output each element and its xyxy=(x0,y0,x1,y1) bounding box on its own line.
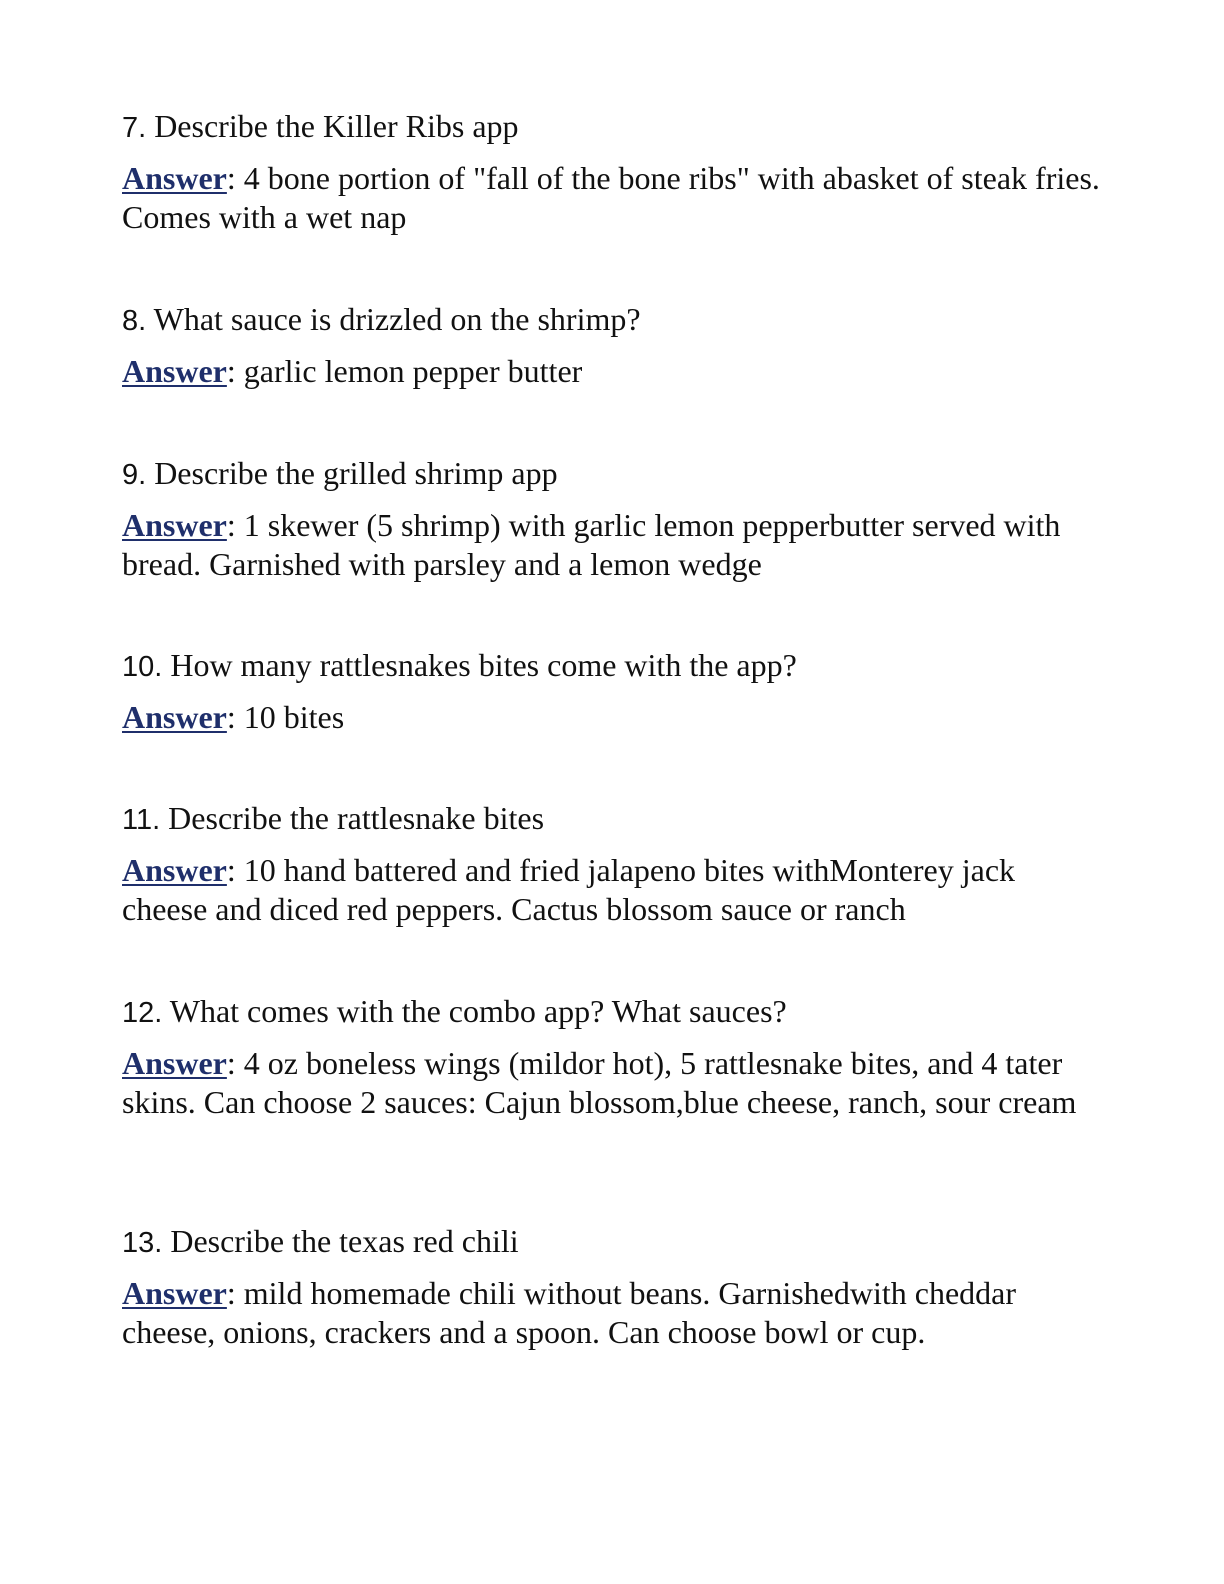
qa-item-9 xyxy=(122,453,1102,584)
question xyxy=(122,1221,1102,1263)
qa-item-10 xyxy=(122,645,1102,737)
question xyxy=(122,991,1102,1033)
answer-text: : 10 hand battered and fried jalapeno bites withMonterey jack cheese and diced red peppers. Cactus blossom sauce or ranch xyxy=(122,852,1016,927)
question xyxy=(122,106,1102,148)
answer xyxy=(122,159,1102,237)
question-text: Describe the rattlesnake bites xyxy=(168,800,545,836)
question xyxy=(122,299,1102,341)
answer xyxy=(122,506,1102,584)
question-number: 10. xyxy=(122,651,163,683)
question-number: 7. xyxy=(122,112,147,144)
qa-item-12 xyxy=(122,991,1102,1122)
question-text: What sauce is drizzled on the shrimp? xyxy=(153,301,641,337)
answer-label: Answer xyxy=(122,699,227,735)
question-number: 12. xyxy=(122,997,163,1029)
answer-text: : garlic lemon pepper butter xyxy=(226,353,583,389)
question xyxy=(122,453,1102,495)
question-number: 9. xyxy=(122,459,147,491)
answer-label: Answer xyxy=(122,852,227,888)
answer xyxy=(122,698,1102,737)
qa-item-8 xyxy=(122,299,1102,391)
qa-item-13 xyxy=(122,1221,1102,1352)
question-number: 8. xyxy=(122,305,147,337)
question-text: What comes with the combo app? What sauces? xyxy=(169,993,787,1029)
answer-text: : 1 skewer (5 shrimp) with garlic lemon pepperbutter served with bread. Garnished with parsley and a lemon wedge xyxy=(122,507,1061,582)
question-text: Describe the grilled shrimp app xyxy=(154,455,558,491)
answer-label: Answer xyxy=(122,1045,227,1081)
answer xyxy=(122,1274,1102,1352)
answer-text: : 4 oz boneless wings (mildor hot), 5 rattlesnake bites, and 4 tater skins. Can choose 2 sauces: Cajun blossom,blue cheese, ranch, sour cream xyxy=(122,1045,1077,1120)
question xyxy=(122,798,1102,840)
qa-item-11 xyxy=(122,798,1102,929)
question-number: 13. xyxy=(122,1227,163,1259)
question xyxy=(122,645,1102,687)
question-text: Describe the Killer Ribs app xyxy=(154,108,519,144)
answer xyxy=(122,352,1102,391)
answer-text: : 4 bone portion of "fall of the bone ribs" with abasket of steak fries. Comes with a wet nap xyxy=(122,160,1100,235)
answer xyxy=(122,1044,1102,1122)
answer-label: Answer xyxy=(122,353,227,389)
answer-text: : mild homemade chili without beans. Garnishedwith cheddar cheese, onions, crackers and a spoon. Can choose bowl or cup. xyxy=(122,1275,1017,1350)
question-text: Describe the texas red chili xyxy=(170,1223,519,1259)
answer-label: Answer xyxy=(122,160,227,196)
answer-text: : 10 bites xyxy=(226,699,345,735)
question-number: 11. xyxy=(122,804,161,836)
answer-label: Answer xyxy=(122,507,227,543)
qa-item-7 xyxy=(122,106,1102,237)
answer-label: Answer xyxy=(122,1275,227,1311)
question-text: How many rattlesnakes bites come with the app? xyxy=(170,647,797,683)
answer xyxy=(122,851,1102,929)
